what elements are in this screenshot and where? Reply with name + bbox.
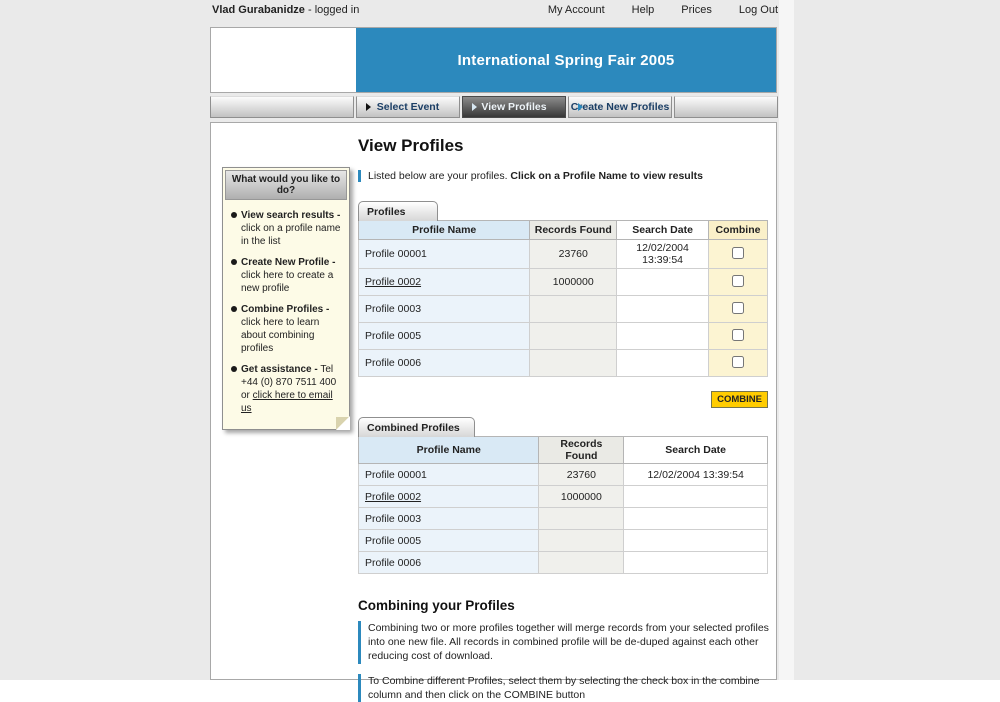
table-row — [359, 552, 768, 574]
combine-checkbox[interactable] — [732, 275, 744, 287]
user-name: Vlad Gurabanidze — [212, 4, 305, 16]
combine-button[interactable]: COMBINE — [711, 391, 768, 408]
note-item-title: Create New Profile - — [241, 257, 336, 268]
records-found-cell — [539, 552, 624, 574]
help-note-heading: What would you like to do? — [225, 170, 347, 200]
list-item — [230, 209, 344, 248]
intro-text — [358, 170, 770, 182]
search-date-cell — [617, 269, 709, 296]
search-date-header: Search Date — [624, 437, 768, 464]
prices-link[interactable]: Prices — [681, 4, 712, 16]
bullet-icon — [231, 259, 237, 265]
search-date-cell — [617, 296, 709, 323]
records-found-cell — [530, 296, 617, 323]
folded-corner-icon — [336, 416, 350, 430]
search-date-cell — [624, 552, 768, 574]
combining-paragraph-2: To Combine different Profiles, select them by selecting the check box in the combine column and then click on the COMBINE button — [358, 674, 770, 702]
table-row — [359, 323, 768, 350]
note-item-desc: click here to create a new profile — [241, 270, 334, 294]
note-item-title: View search results - — [241, 210, 341, 221]
note-item-desc: click here to learn about combining profiles — [241, 317, 320, 354]
arrow-right-icon — [366, 103, 371, 111]
records-found-header: Records Found — [539, 437, 624, 464]
bullet-icon — [231, 366, 237, 372]
tab-create-new-profiles[interactable] — [568, 96, 672, 118]
logged-in-label: - logged in — [304, 4, 360, 16]
list-item — [230, 303, 344, 355]
records-found-cell: 23760 — [539, 464, 624, 486]
logo-area — [211, 28, 356, 92]
search-date-cell — [624, 486, 768, 508]
table-row — [359, 296, 768, 323]
profile-name-cell[interactable]: Profile 0005 — [359, 323, 530, 350]
combine-cell — [709, 350, 768, 377]
table-row — [359, 530, 768, 552]
tab-select-event[interactable] — [356, 96, 460, 118]
records-found-cell: 1000000 — [539, 486, 624, 508]
bullet-icon — [231, 306, 237, 312]
combining-section-title: Combining your Profiles — [358, 598, 515, 613]
help-link[interactable]: Help — [631, 4, 655, 16]
records-found-cell — [539, 508, 624, 530]
combined-profiles-table — [358, 436, 768, 574]
combine-checkbox[interactable] — [732, 247, 744, 259]
profile-name-cell[interactable]: Profile 0006 — [359, 350, 530, 377]
profiles-table — [358, 220, 768, 377]
combine-cell — [709, 240, 768, 269]
logged-in-user — [212, 4, 359, 16]
topbar-links — [548, 4, 778, 16]
search-date-header: Search Date — [617, 221, 709, 240]
intro-normal: Listed below are your profiles. — [368, 170, 511, 182]
table-row — [359, 464, 768, 486]
records-found-header: Records Found — [530, 221, 617, 240]
profile-name-cell[interactable]: Profile 0006 — [359, 552, 539, 574]
note-item-title: Get assistance - — [241, 364, 318, 375]
main-panel — [210, 122, 777, 701]
help-note — [222, 167, 350, 430]
arrow-right-icon — [472, 103, 477, 111]
records-found-cell: 23760 — [530, 240, 617, 269]
profile-name-cell[interactable]: Profile 0002 — [359, 269, 530, 296]
combine-button-row — [358, 391, 768, 408]
combine-checkbox[interactable] — [732, 302, 744, 314]
records-found-cell: 1000000 — [530, 269, 617, 296]
profile-name-cell[interactable]: Profile 0002 — [359, 486, 539, 508]
table-row — [359, 486, 768, 508]
note-item-title: Combine Profiles - — [241, 304, 330, 315]
combine-cell — [709, 296, 768, 323]
combined-profiles-table-tab: Combined Profiles — [358, 417, 475, 437]
table-row — [359, 269, 768, 296]
tab-view-profiles-label: View Profiles — [481, 101, 547, 113]
combine-checkbox[interactable] — [732, 329, 744, 341]
profile-name-cell[interactable]: Profile 00001 — [359, 240, 530, 269]
records-found-cell — [539, 530, 624, 552]
profile-name-cell[interactable]: Profile 0003 — [359, 296, 530, 323]
tabbar-filler-left — [210, 96, 354, 118]
profile-name-cell[interactable]: Profile 0003 — [359, 508, 539, 530]
help-note-body — [223, 202, 349, 429]
search-date-cell — [624, 508, 768, 530]
right-gutter — [779, 0, 794, 680]
profile-name-cell[interactable]: Profile 0005 — [359, 530, 539, 552]
navigation-tabs — [210, 96, 778, 118]
arrow-right-icon — [578, 103, 583, 111]
table-header-row — [359, 221, 768, 240]
combine-header: Combine — [709, 221, 768, 240]
my-account-link[interactable]: My Account — [547, 4, 605, 16]
profile-name-header: Profile Name — [359, 437, 539, 464]
search-date-cell — [617, 350, 709, 377]
combine-cell — [709, 323, 768, 350]
profile-name-header: Profile Name — [359, 221, 530, 240]
note-item-desc: Tel +44 (0) 870 7511 400 or — [241, 364, 337, 401]
topbar — [212, 4, 778, 16]
header — [210, 27, 777, 93]
profiles-table-tab: Profiles — [358, 201, 438, 221]
page-title: View Profiles — [358, 136, 464, 155]
table-row — [359, 240, 768, 269]
table-row — [359, 508, 768, 530]
tab-select-event-label: Select Event — [376, 101, 440, 113]
tabbar-filler-right — [674, 96, 778, 118]
search-date-cell: 12/02/2004 13:39:54 — [624, 464, 768, 486]
table-row — [359, 350, 768, 377]
log-out-link[interactable]: Log Out — [738, 4, 778, 16]
event-banner — [356, 28, 776, 92]
list-item — [230, 256, 344, 295]
event-title: International Spring Fair 2005 — [457, 51, 675, 69]
search-date-cell — [624, 530, 768, 552]
combine-checkbox[interactable] — [732, 356, 744, 368]
intro-bold: Click on a Profile Name to view results — [510, 170, 703, 182]
tab-view-profiles[interactable] — [462, 96, 566, 118]
combine-cell — [709, 269, 768, 296]
combining-paragraph-1: Combining two or more profiles together will merge records from your selected profiles into one new file. All records in combined profile will be de-duped against each other reducing cost of download. — [358, 621, 770, 664]
records-found-cell — [530, 350, 617, 377]
search-date-cell — [617, 323, 709, 350]
content-area — [358, 123, 770, 702]
search-date-cell: 12/02/2004 13:39:54 — [617, 240, 709, 269]
email-us-link[interactable]: click here to email us — [241, 390, 333, 414]
tab-create-new-profiles-label: Create New Profiles — [570, 101, 670, 113]
note-item-desc: click on a profile name in the list — [241, 223, 341, 247]
list-item — [230, 363, 344, 415]
records-found-cell — [530, 323, 617, 350]
profile-name-cell[interactable]: Profile 00001 — [359, 464, 539, 486]
table-header-row — [359, 437, 768, 464]
bullet-icon — [231, 212, 237, 218]
